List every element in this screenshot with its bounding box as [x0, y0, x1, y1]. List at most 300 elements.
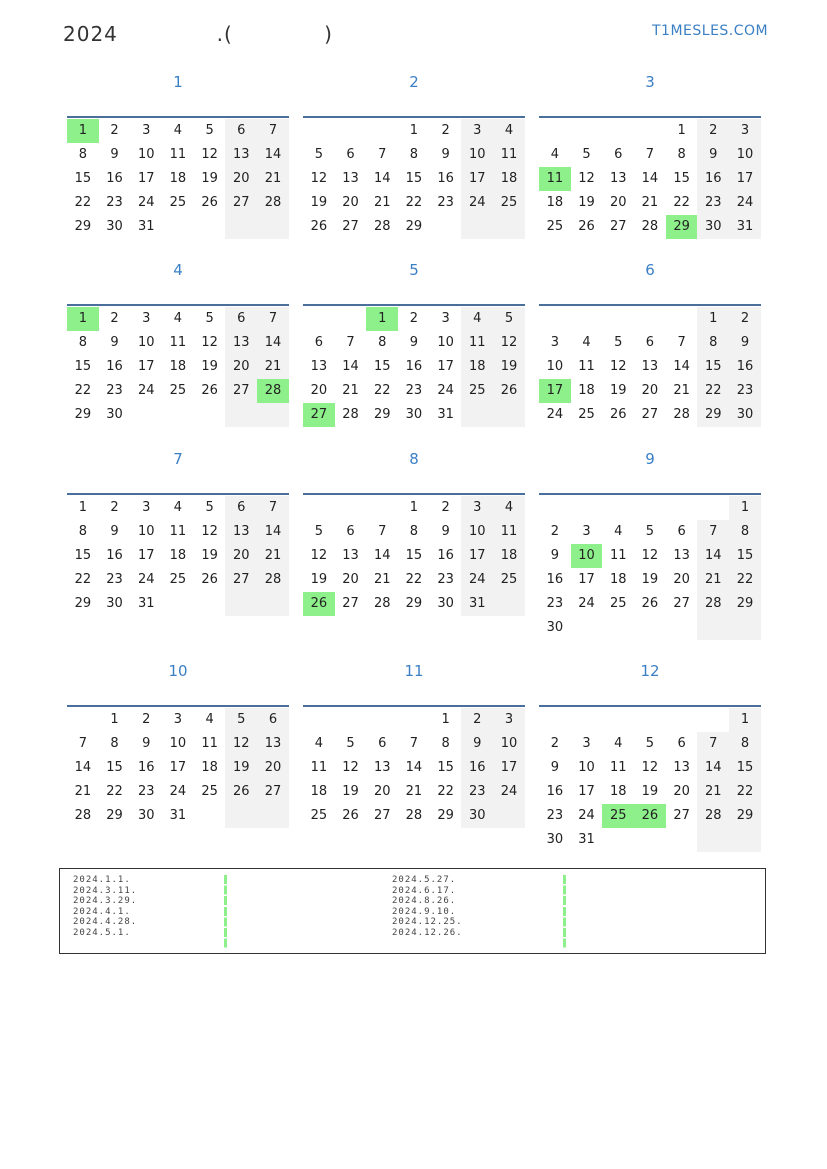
- day-cell: 25: [169, 383, 187, 398]
- empty-cell: [303, 119, 335, 143]
- day-cell: 29: [666, 215, 698, 239]
- month-calendar: [539, 449, 761, 640]
- day-cell: 27: [225, 379, 257, 403]
- day-cell: 6: [677, 736, 686, 751]
- day-cell: 17: [137, 548, 155, 563]
- empty-cell: [602, 828, 634, 852]
- day-cell: 31: [137, 219, 155, 234]
- empty-cell: [162, 592, 194, 616]
- day-cell: 12: [310, 171, 328, 186]
- empty-cell: [461, 215, 493, 239]
- month-title: 7: [173, 450, 183, 468]
- day-cell: 29: [74, 596, 92, 611]
- day-cell: 20: [225, 544, 257, 568]
- day-cell: 27: [673, 808, 690, 823]
- day-cell: 7: [677, 335, 686, 350]
- day-cell: 16: [461, 756, 493, 780]
- day-cell: 12: [342, 760, 359, 775]
- empty-cell: [430, 215, 462, 239]
- day-cell: 5: [493, 307, 525, 331]
- day-cell: 24: [729, 191, 761, 215]
- day-cell: 15: [729, 544, 761, 568]
- day-cell: 9: [550, 760, 559, 775]
- day-cell: 5: [645, 736, 655, 751]
- empty-cell: [366, 496, 398, 520]
- month-divider: [303, 304, 525, 306]
- day-cell: 14: [74, 760, 92, 775]
- day-grid: [539, 708, 761, 852]
- day-cell: 4: [493, 496, 525, 520]
- day-grid: [303, 708, 525, 828]
- day-cell: 20: [373, 784, 391, 799]
- day-cell: 1: [409, 123, 419, 138]
- day-cell: 14: [373, 171, 391, 186]
- day-cell: 24: [137, 195, 155, 210]
- day-cell: 14: [342, 359, 359, 374]
- day-cell: 20: [225, 355, 257, 379]
- day-cell: 29: [697, 403, 729, 427]
- day-cell: 2: [461, 708, 493, 732]
- day-cell: 3: [582, 524, 591, 539]
- empty-cell: [335, 119, 367, 143]
- empty-cell: [493, 804, 525, 828]
- day-cell: 21: [257, 544, 289, 568]
- day-cell: 16: [106, 171, 123, 186]
- day-cell: 19: [493, 355, 525, 379]
- month-divider: [67, 705, 289, 707]
- day-cell: 11: [493, 143, 525, 167]
- day-grid: [539, 496, 761, 640]
- day-cell: 20: [673, 784, 690, 799]
- day-cell: 22: [373, 383, 391, 398]
- empty-cell: [571, 307, 603, 331]
- day-cell: 7: [697, 520, 729, 544]
- day-cell: 22: [405, 572, 423, 587]
- legend-item: 2024.3.29.: [73, 896, 138, 907]
- day-cell: 25: [546, 219, 564, 234]
- day-cell: 5: [205, 500, 214, 515]
- day-cell: 9: [110, 335, 119, 350]
- day-cell: 28: [74, 808, 92, 823]
- day-cell: 21: [697, 780, 729, 804]
- day-cell: 1: [441, 712, 450, 727]
- day-cell: 13: [225, 520, 257, 544]
- day-cell: 6: [614, 147, 623, 162]
- day-cell: 18: [310, 784, 328, 799]
- day-cell: 5: [205, 311, 214, 326]
- legend-item: 2024.3.11.: [73, 885, 138, 896]
- empty-cell: [303, 307, 335, 331]
- day-cell: 28: [697, 804, 729, 828]
- day-cell: 4: [614, 524, 623, 539]
- day-cell: 29: [729, 804, 761, 828]
- day-cell: 30: [697, 215, 729, 239]
- holiday-legend: [59, 868, 766, 954]
- month-divider: [539, 493, 761, 495]
- day-cell: 27: [303, 403, 335, 427]
- day-cell: 15: [405, 548, 423, 563]
- day-cell: 2: [550, 524, 559, 539]
- day-cell: 8: [677, 147, 686, 162]
- day-grid: [303, 119, 525, 239]
- day-cell: 18: [609, 784, 627, 799]
- day-cell: 12: [225, 732, 257, 756]
- month-calendar: [303, 260, 525, 427]
- day-cell: 8: [409, 147, 419, 162]
- empty-cell: [697, 496, 729, 520]
- day-cell: 22: [74, 572, 92, 587]
- day-cell: 2: [441, 123, 450, 138]
- day-cell: 5: [346, 736, 355, 751]
- empty-cell: [225, 215, 257, 239]
- day-cell: 6: [225, 307, 257, 331]
- day-cell: 13: [257, 732, 289, 756]
- day-cell: 5: [205, 123, 214, 138]
- month-title: 11: [404, 662, 424, 680]
- month-divider: [303, 493, 525, 495]
- day-cell: 18: [493, 167, 525, 191]
- empty-cell: [67, 708, 99, 732]
- day-cell: 1: [677, 123, 686, 138]
- legend-item: 2024.12.26.: [392, 927, 463, 938]
- empty-cell: [539, 307, 571, 331]
- empty-cell: [162, 403, 194, 427]
- legend-item: 2024.4.28.: [73, 917, 138, 928]
- day-cell: 18: [578, 383, 595, 398]
- day-cell: 3: [461, 119, 493, 143]
- day-cell: 11: [493, 520, 525, 544]
- day-cell: 25: [169, 572, 187, 587]
- day-cell: 3: [582, 736, 591, 751]
- day-cell: 15: [373, 359, 391, 374]
- day-cell: 31: [137, 596, 155, 611]
- day-cell: 12: [310, 548, 328, 563]
- day-cell: 24: [137, 383, 155, 398]
- legend-item: 2024.6.17.: [392, 885, 457, 896]
- day-cell: 22: [74, 383, 92, 398]
- day-grid: [67, 307, 289, 427]
- empty-cell: [697, 828, 729, 852]
- day-cell: 16: [729, 355, 761, 379]
- day-cell: 17: [461, 167, 493, 191]
- legend-item: 2024.5.1.: [73, 927, 131, 938]
- day-cell: 7: [697, 732, 729, 756]
- day-cell: 23: [546, 808, 564, 823]
- empty-cell: [225, 403, 257, 427]
- day-cell: 4: [173, 123, 183, 138]
- month-divider: [67, 304, 289, 306]
- month-title: 1: [173, 73, 183, 91]
- page-title: 2024 .( ): [63, 22, 333, 46]
- day-cell: 23: [461, 780, 493, 804]
- day-cell: 26: [225, 780, 257, 804]
- day-cell: 15: [437, 760, 454, 775]
- empty-cell: [130, 403, 162, 427]
- empty-cell: [666, 496, 698, 520]
- legend-item: 2024.1.1.: [73, 875, 131, 885]
- day-cell: 27: [641, 407, 659, 422]
- day-cell: 3: [493, 708, 525, 732]
- day-cell: 28: [405, 808, 423, 823]
- day-cell: 26: [303, 592, 335, 616]
- day-cell: 16: [546, 572, 564, 587]
- day-cell: 23: [405, 383, 423, 398]
- empty-cell: [634, 828, 666, 852]
- day-cell: 19: [609, 383, 627, 398]
- empty-cell: [571, 708, 603, 732]
- day-cell: 24: [578, 808, 595, 823]
- day-cell: 25: [310, 808, 328, 823]
- empty-cell: [697, 708, 729, 732]
- day-cell: 19: [342, 784, 359, 799]
- day-cell: 25: [493, 191, 525, 215]
- day-grid: [539, 119, 761, 239]
- day-cell: 21: [673, 383, 690, 398]
- day-cell: 1: [78, 500, 87, 515]
- day-cell: 27: [673, 596, 690, 611]
- empty-cell: [666, 307, 698, 331]
- day-cell: 6: [257, 708, 289, 732]
- day-cell: 23: [106, 195, 123, 210]
- day-cell: 2: [729, 307, 761, 331]
- day-cell: 11: [169, 147, 187, 162]
- day-cell: 18: [546, 195, 564, 210]
- day-cell: 19: [578, 195, 595, 210]
- day-cell: 21: [373, 572, 391, 587]
- day-cell: 23: [697, 191, 729, 215]
- day-cell: 13: [641, 359, 659, 374]
- day-cell: 6: [346, 524, 355, 539]
- month-divider: [539, 304, 761, 306]
- day-cell: 20: [225, 167, 257, 191]
- empty-cell: [539, 496, 571, 520]
- day-cell: 9: [110, 147, 119, 162]
- day-cell: 15: [729, 756, 761, 780]
- day-grid: [67, 708, 289, 828]
- empty-cell: [257, 215, 289, 239]
- day-cell: 11: [609, 760, 627, 775]
- day-cell: 17: [169, 760, 187, 775]
- day-cell: 5: [582, 147, 591, 162]
- day-cell: 9: [142, 736, 151, 751]
- legend-column-left: [73, 875, 137, 939]
- month-calendar: [67, 72, 289, 239]
- day-cell: 8: [378, 335, 387, 350]
- day-cell: 10: [493, 732, 525, 756]
- day-cell: 18: [609, 572, 627, 587]
- day-cell: 10: [729, 143, 761, 167]
- day-cell: 21: [342, 383, 359, 398]
- day-cell: 20: [342, 572, 359, 587]
- empty-cell: [493, 215, 525, 239]
- day-cell: 2: [110, 123, 119, 138]
- day-cell: 8: [697, 331, 729, 355]
- day-cell: 20: [310, 383, 328, 398]
- day-cell: 20: [609, 195, 627, 210]
- empty-cell: [493, 403, 525, 427]
- day-cell: 8: [78, 524, 87, 539]
- day-cell: 2: [142, 712, 151, 727]
- day-cell: 28: [373, 596, 391, 611]
- day-cell: 17: [437, 359, 454, 374]
- day-cell: 27: [609, 219, 627, 234]
- day-cell: 6: [314, 335, 323, 350]
- day-cell: 8: [78, 147, 87, 162]
- day-cell: 31: [437, 407, 454, 422]
- day-cell: 5: [314, 147, 323, 162]
- day-cell: 8: [409, 524, 419, 539]
- day-cell: 1: [697, 307, 729, 331]
- day-cell: 10: [137, 147, 155, 162]
- day-cell: 26: [609, 407, 627, 422]
- month-title: 4: [173, 261, 183, 279]
- legend-item: 2024.4.1.: [73, 906, 131, 917]
- day-cell: 10: [137, 524, 155, 539]
- empty-cell: [225, 592, 257, 616]
- day-cell: 26: [641, 596, 659, 611]
- day-cell: 14: [257, 520, 289, 544]
- day-cell: 15: [697, 355, 729, 379]
- brand-link[interactable]: T1MESLES.COM: [652, 23, 769, 39]
- day-cell: 9: [110, 524, 119, 539]
- day-cell: 25: [169, 195, 187, 210]
- day-cell: 12: [201, 147, 218, 162]
- day-cell: 28: [342, 407, 359, 422]
- day-cell: 27: [257, 780, 289, 804]
- day-cell: 17: [729, 167, 761, 191]
- day-cell: 28: [257, 191, 289, 215]
- day-cell: 27: [373, 808, 391, 823]
- day-cell: 16: [137, 760, 155, 775]
- day-cell: 26: [201, 572, 218, 587]
- empty-cell: [398, 708, 430, 732]
- day-cell: 11: [539, 167, 571, 191]
- empty-cell: [602, 616, 634, 640]
- day-cell: 8: [110, 736, 119, 751]
- day-cell: 30: [729, 403, 761, 427]
- day-cell: 30: [546, 832, 564, 847]
- day-cell: 14: [405, 760, 423, 775]
- day-cell: 23: [546, 596, 564, 611]
- day-cell: 3: [142, 311, 151, 326]
- day-cell: 18: [493, 544, 525, 568]
- day-cell: 4: [582, 335, 591, 350]
- day-cell: 1: [67, 307, 99, 331]
- day-cell: 11: [201, 736, 218, 751]
- day-cell: 14: [641, 171, 659, 186]
- day-cell: 11: [169, 335, 187, 350]
- day-cell: 15: [74, 171, 92, 186]
- day-cell: 13: [673, 548, 690, 563]
- day-cell: 25: [602, 804, 634, 828]
- day-cell: 4: [461, 307, 493, 331]
- day-cell: 19: [201, 548, 218, 563]
- empty-cell: [366, 708, 398, 732]
- day-cell: 21: [697, 568, 729, 592]
- empty-cell: [257, 592, 289, 616]
- day-cell: 18: [169, 171, 187, 186]
- empty-cell: [634, 119, 666, 143]
- day-cell: 26: [342, 808, 359, 823]
- day-cell: 9: [441, 147, 450, 162]
- empty-cell: [162, 215, 194, 239]
- day-cell: 13: [225, 331, 257, 355]
- day-cell: 6: [378, 736, 387, 751]
- day-cell: 3: [441, 311, 450, 326]
- day-cell: 21: [257, 167, 289, 191]
- day-cell: 29: [405, 596, 423, 611]
- day-cell: 8: [441, 736, 450, 751]
- month-calendar: [67, 449, 289, 616]
- empty-cell: [303, 708, 335, 732]
- empty-cell: [571, 616, 603, 640]
- empty-cell: [194, 804, 226, 828]
- month-divider: [303, 116, 525, 118]
- day-cell: 1: [729, 708, 761, 732]
- day-cell: 13: [609, 171, 627, 186]
- day-cell: 21: [74, 784, 92, 799]
- day-cell: 6: [225, 119, 257, 143]
- day-cell: 12: [578, 171, 595, 186]
- day-cell: 10: [578, 760, 595, 775]
- day-cell: 5: [614, 335, 623, 350]
- day-cell: 13: [310, 359, 328, 374]
- day-cell: 30: [106, 596, 123, 611]
- day-cell: 17: [137, 171, 155, 186]
- day-cell: 18: [201, 760, 218, 775]
- month-calendar: [539, 661, 761, 852]
- month-title: 6: [645, 261, 655, 279]
- day-cell: 29: [729, 592, 761, 616]
- day-cell: 3: [550, 335, 559, 350]
- day-cell: 17: [461, 544, 493, 568]
- day-cell: 29: [437, 808, 454, 823]
- day-cell: 28: [257, 379, 289, 403]
- day-cell: 10: [461, 520, 493, 544]
- day-cell: 23: [437, 195, 454, 210]
- day-cell: 9: [441, 524, 450, 539]
- day-cell: 31: [169, 808, 187, 823]
- day-cell: 5: [645, 524, 655, 539]
- day-cell: 21: [257, 355, 289, 379]
- day-cell: 19: [201, 171, 218, 186]
- day-cell: 15: [106, 760, 123, 775]
- empty-cell: [194, 403, 226, 427]
- day-cell: 26: [201, 383, 218, 398]
- day-cell: 30: [437, 596, 454, 611]
- day-cell: 7: [257, 496, 289, 520]
- day-cell: 19: [641, 784, 659, 799]
- day-cell: 14: [697, 756, 729, 780]
- day-cell: 13: [225, 143, 257, 167]
- day-cell: 7: [378, 524, 387, 539]
- day-cell: 16: [437, 548, 454, 563]
- day-cell: 15: [74, 359, 92, 374]
- empty-cell: [666, 828, 698, 852]
- empty-cell: [634, 616, 666, 640]
- day-cell: 3: [461, 496, 493, 520]
- day-cell: 14: [257, 331, 289, 355]
- day-cell: 4: [205, 712, 214, 727]
- day-cell: 7: [378, 147, 387, 162]
- day-cell: 11: [578, 359, 595, 374]
- day-cell: 20: [641, 383, 659, 398]
- month-divider: [539, 116, 761, 118]
- empty-cell: [335, 708, 367, 732]
- day-cell: 14: [673, 359, 690, 374]
- day-cell: 3: [142, 500, 151, 515]
- month-title: 2: [409, 73, 419, 91]
